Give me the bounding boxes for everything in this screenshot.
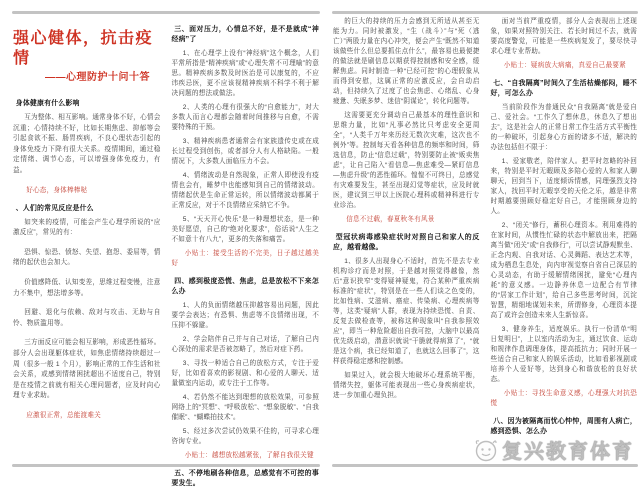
- paragraph: 3、寻找一种适合自己的放松方式，专注于爱好，比如看喜欢的影视剧、和心爱的人聊天、适量做室内运动，或专注于工作等。: [171, 360, 319, 387]
- scanned-page-1: [13, 17, 319, 487]
- left-page-bottom-edge: [12, 464, 320, 467]
- section-heading: 四、感到极度恐慌、焦虑，总是放松不下来怎么办: [171, 278, 319, 295]
- paragraph: 三方面反应可能会相互影响，形成恶性循环。部分人会出现躯体症状，如焦虑情绪持续超过一周（很多一般 1 个月），影响正常的工作生活和社会关系，或感到情绪困扰超出不适度自己，特别是在疫情之前就有相关心理问题者，应及时向心理专业求助。: [13, 339, 161, 400]
- tip-line: 小贴士：疑病放大病痛，真爱自己最要紧: [503, 62, 626, 69]
- paragraph: 2、学会陪伴自己并与自己对话，了解自己内心深处的需求是否被忽略了，然后对症下药。: [171, 336, 319, 353]
- page-1-col-1: [13, 17, 161, 461]
- section-heading: 、人们的常见反应是什么: [15, 204, 94, 212]
- section-heading: 七、“自我隔离”时间久了生活枯燥郁闷，睡不好，可怎么办: [490, 80, 637, 97]
- section-heading: 身体健康有什么影响: [15, 100, 80, 107]
- tip-line: 小贴士：接受生活的不完美，日子越过越美好: [171, 250, 319, 267]
- paragraph: 互为整体、相互影响。通常身体不好，心情会沉重；心情持续不好，比如长期焦虑、抑郁等会引起食欲不振、肠胃疾病，不良心理状态引起的身体免疫力下降有很大关系。疫情期间，通过稳定情绪、调节心态，可以增强身体免疫力，有益。: [13, 114, 161, 174]
- paragraph: 5、“天天开心快乐”是一种理想状态，是一种美好愿望，自己的“绝对化要求”，俗话说“人生之不如意十有八九”，更多的失落和痛苦。: [171, 216, 319, 243]
- section-heading: 型冠状病毒感染症状时对照自己和家人的反应，越看越像。: [333, 234, 480, 251]
- paragraph: 5、经过多次尝试仍效果不佳的，可寻求心理咨询专业。: [171, 428, 319, 445]
- paragraph: 回避、退化与依赖、敌对与攻击、无助与自怜、物质滥用等。: [13, 309, 161, 327]
- paragraph: 1、在心理学上没有“神经病”这个概念，人们平常所指是“精神疾病”或“心理失常不可理喻”的意思。精神疾病多数及时医治是可以康复的，不应讳疾忌医，更不应该视精神疾病不科学不利于解决问题的想法或做法。: [171, 50, 319, 97]
- paragraph: 如果过入，就会极大地破坏心理系统平衡，情绪失控，躯体可能表现出一些心身疾病症状，进一步加重心理负担。: [333, 372, 480, 399]
- doc-subtitle: ——心理防护十问十答: [45, 72, 150, 83]
- section-heading: 五、不停地刷各种信息，总感觉有不可控的事要发生。: [171, 470, 319, 487]
- page-1-col-2: [171, 17, 320, 487]
- paragraph: 1、很多人出现身心不适时，首先不是去专业机构诊疗而是对照，于是越对照觉得越像，然后“意识狭窄”变得疑神疑鬼，符合某种严重疾病标准的“症状”，特别是在一些人们谈之色变的，比如性病、艾滋病、癌症、传染病、心理疾病等等，这类“疑病”人群，表现为持续恐慌、自责、反复去做检查等，被称这种现象叫“自我参照效应”，即当一种危险超出自我可控，大脑中以最高优先级启动，潜意识就说“干脆就得病算了”，“就是这个病，我已经知道了，也就这么回事了”，这样获得稳定感和控制感。: [333, 258, 480, 365]
- paragraph: 如突来的疫情，可能会产生心理学所说的“应激反应”，常见的有：: [13, 218, 161, 237]
- paragraph: 2、人类的心理有很强大的“自愈能力”，对大多数人而言心理都会随着时间推移与自愈，不需要特殊的干预。: [171, 104, 319, 131]
- scanned-page-2: [333, 17, 637, 461]
- watermark-text: 复兴教育体育: [502, 441, 634, 463]
- paragraph: 4、情绪波动是自然现象，正常人即使没有疫情也会有，睡梦中也能感知到自己的情绪波动。情绪起伏是生命正常运转，所以情绪波动都属于正常反应，对于不良情绪应采纳它不争。: [171, 172, 319, 209]
- doc-title: 强心健体，抗击疫情: [13, 30, 154, 67]
- right-page-top-edge: [332, 11, 638, 14]
- paragraph: 面对当前严重疫情，部分人会表现出上述现象，如果对照特别关注、若长时间过不去，就需要高度警觉，可能是一些疾病复发了，要尽快寻求心理专业帮助。: [490, 18, 637, 55]
- left-page-top-edge: [12, 11, 320, 14]
- section-heading: 八、因为被隔离而忧心忡忡，周围有人病亡，感到恐惧、怎么办: [490, 418, 637, 435]
- paragraph: 1、人的负面情绪越压抑越容易出问题，因此要学会表达；有恐惧、焦虑等不良情绪出现，不压抑不躲避。: [171, 302, 319, 329]
- paragraph: 价值感降低、认知变差，思维过程变慢，注意力不集中，想法增多等。: [13, 278, 161, 297]
- paragraph: 恐惧、惊恐、愤怒、失望、抱怨、委屈等，情绪的起伏也会加大。: [13, 248, 161, 267]
- tip-line: 小贴士：寻找生命意义感，心理强大对抗恐慌: [490, 390, 637, 407]
- tip-line: 好心态，身体棒棒哒: [26, 186, 88, 194]
- paragraph: 的巨大的持续的压力会感到无所适从甚至无能为力。同时被激发，“生（战斗）”与“死（逃亡）”两股力量在内心冲突，便会产生“既然不知道该做些什么但总要抓住点什么”，最容易也最便捷的做法就是刷信息以期获得控制感和安全感，缓解焦虑。同时制造一种“已经可控”的心理假象从而得到安慰，这属正常的应激反应，会自动启动，但持续久了过度了也会焦虑、心绪乱、心身疲惫、失眠多梦、迷信“阴谋论”，转化问题等。: [333, 18, 480, 105]
- page-2-col-2: [491, 17, 638, 461]
- paragraph: 1、爱家敬老，陪伴家人。把平时忽略的补回来，特别是平时无暇顾及多陪心爱的人和家人聊聊天，回到当下，适度倾诉情感，同理强烈支持家人，找回平时无暇享受的天伦之乐，越是非常时期越要照顾好稳定好自己，才能照顾身边的人。: [490, 158, 637, 215]
- section-heading: 三、面对压力，心情总不好，是不是就成“神经病”了: [171, 26, 319, 43]
- paragraph: 4、若仍然不能达到理想的放松效果，可参照网络上的“冥想”、“呼吸放松”、“想象脱敏”、“自我催眠”、“蝴蝶拍技术”。: [171, 394, 319, 421]
- paragraph: 当前阶段作为普通民众“自我隔离”就是爱自己、爱社会。“工作久了想休息，休息久了想出去”，这是社会人的正常日常工作生活方式平衡性的一种破坏，引起身心方面的诸多不适，解决的办法包括但不限于：: [490, 104, 637, 151]
- tip-line: 小贴士：越想放松越紧张，了解自我很关键: [184, 452, 314, 459]
- page-2-col-1: [333, 17, 480, 461]
- paragraph: 3、健身养生，适度娱乐。执行一份清单“明日复明日”，上以室内活动为主，通过饮食、运动和规律作息调理身体，提高抵抗力；同时开展一些适合自己和家人的娱乐活动，比如看影视剧或培养个人爱好等，达到身心和谐放松的良好状态。: [490, 326, 637, 383]
- tip-line: 应激很正常，总能渡难关: [26, 411, 101, 419]
- paragraph: 3、精神疾病患者通常会有家族遗传史或在成长过程受到创伤，或者部分人有人格缺陷。一般情况下，大多数人面临压力不会。: [171, 138, 319, 165]
- right-page-bottom-edge: [332, 464, 638, 467]
- tip-line: 信息不过载，春夏秋冬有风景: [346, 216, 435, 223]
- paragraph: 这需要更充分调动自己最基本的理性意识和思维力量，比如“凡事必然比只考虑安全更周全”，“人类千万年来历经无数次灾难，这次也不例外”等。控制每天看各种信息的频率和时间，筛选信息，防止“信息过载”，特别要防止被“贩卖焦虑”，让自己陷入“看信息—焦虑难受—紧盯信息—焦虑升级”的恶性循环。惶惶不可终日，总感觉有灾难要发生，甚至出现幻觉等症状，应及时就医，建议到三甲以上医院心理科或精神科进行专业诊治。: [333, 112, 480, 209]
- paragraph: 2、“闭关”修行，蓄积心理资本。利用难得的在家时间，从惯性忙碌的状态中解放出来，把隔离当做“闭关”或“自我修行”，可以尝试静观默坐、正念内观、自我对话、心灵舞蹈、表达艺术等，成为栖息生息处，向内审视觉察自省自己深层的心灵动态，有助于缓解情绪困扰，避免“心理内耗”的意义感。一边静养休息一边配合有节律的“居家工作计划”，给自己多些思考时间，沉淀智慧，精细地谋划未来，所谓修身，心理资本提高了或许会创造未来人生新惊喜。: [490, 222, 637, 319]
